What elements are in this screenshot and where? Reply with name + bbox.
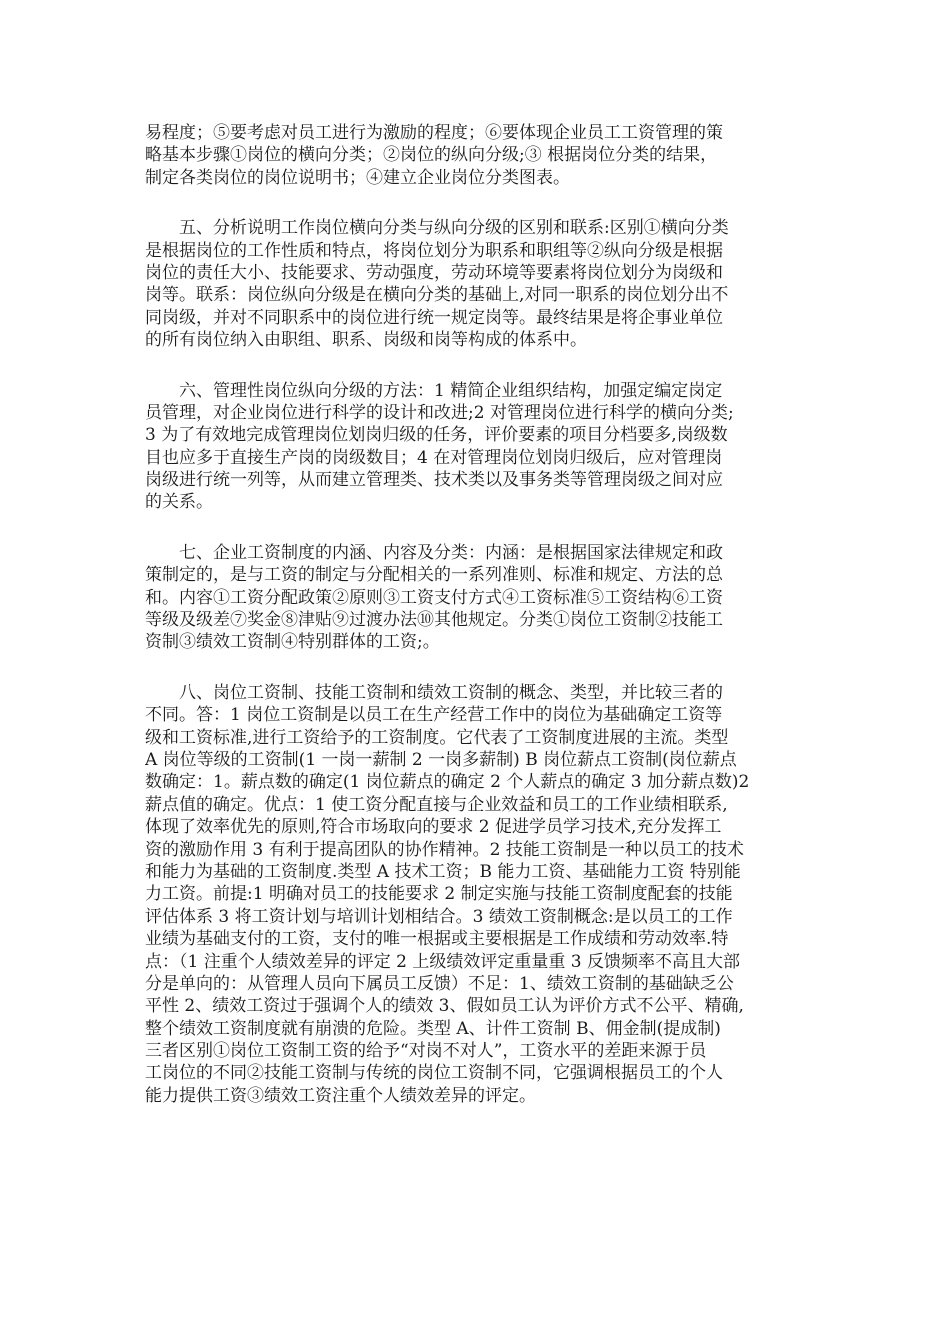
text-line: 策制定的，是与工资的制定与分配相关的一系列准则、标准和规定、方法的总: [145, 565, 723, 586]
text-line: 资的激励作用 3 有利于提高团队的协作精神。2 技能工资制是一种以员工的技术: [145, 839, 744, 860]
paragraph-section-8: [145, 682, 810, 1107]
text-line: 七、企业工资制度的内涵、内容及分类：内涵：是根据国家法律规定和政: [145, 542, 723, 563]
text-line: 3 为了有效地完成管理岗位划岗归级的任务，评价要素的项目分档要多,岗级数: [145, 425, 728, 446]
paragraph-continuation: [145, 122, 810, 189]
text-line: 体现了效率优先的原则,符合市场取向的要求 2 促进学员学习技术,充分发挥工: [145, 817, 722, 838]
text-line: 能力提供工资③绩效工资注重个人绩效差异的评定。: [145, 1085, 536, 1106]
text-line: 目也应多于直接生产岗的岗级数目；4 在对管理岗位划岗归级后，应对管理岗: [145, 447, 723, 468]
text-line: 等级及级差⑦奖金⑧津贴⑨过渡办法⑩其他规定。分类①岗位工资制②技能工: [145, 610, 723, 631]
text-line: 工岗位的不同②技能工资制与传统的岗位工资制不同，它强调根据员工的个人: [145, 1063, 723, 1084]
text-line: 不同。答：1 岗位工资制是以员工在生产经营工作中的岗位为基础确定工资等: [145, 705, 723, 726]
paragraph-section-6: [145, 380, 810, 514]
text-line: 平性 2、绩效工资过于强调个人的绩效 3、假如员工认为评价方式不公平、精确,: [145, 996, 744, 1017]
text-line: 五、分析说明工作岗位横向分类与纵向分级的区别和联系:区别①横向分类: [145, 218, 729, 239]
text-line: 业绩为基础支付的工资，支付的唯一根据或主要根据是工作成绩和劳动效率.特: [145, 929, 729, 950]
text-line: 制定各类岗位的岗位说明书；④建立企业岗位分类图表。: [145, 167, 570, 188]
text-line: 六、管理性岗位纵向分级的方法：1 精简企业组织结构，加强定编定岗定: [145, 380, 723, 401]
text-line: 员管理，对企业岗位进行科学的设计和改进;2 对管理岗位进行科学的横向分类;: [145, 402, 734, 423]
text-line: 点：（1 注重个人绩效差异的评定 2 上级绩效评定重量重 3 反馈频率不高且大部: [145, 951, 740, 972]
text-line: 岗级进行统一列等，从而建立管理类、技术类以及事务类等管理岗级之间对应: [145, 470, 723, 491]
text-line: 的所有岗位纳入由职组、职系、岗级和岗等构成的体系中。: [145, 330, 587, 351]
text-line: 略基本步骤①岗位的横向分类；②岗位的纵向分级;③ 根据岗位分类的结果，: [145, 145, 718, 166]
text-line: 分是单向的：从管理人员向下属员工反馈）不足：1、绩效工资制的基础缺乏公: [145, 973, 734, 994]
text-line: 八、岗位工资制、技能工资制和绩效工资制的概念、类型，并比较三者的: [145, 682, 723, 703]
text-line: 同岗级，并对不同职系中的岗位进行统一规定岗等。最终结果是将企事业单位: [145, 307, 723, 328]
text-line: 级和工资标准,进行工资给予的工资制度。它代表了工资制度进展的主流。类型: [145, 727, 729, 748]
text-line: 的关系。: [145, 492, 213, 513]
text-line: 数确定：1。薪点数的确定(1 岗位薪点的确定 2 个人薪点的确定 3 加分薪点数)2: [145, 772, 750, 793]
text-line: 资制③绩效工资制④特别群体的工资;。: [145, 632, 440, 653]
paragraph-section-7: [145, 542, 810, 654]
text-line: 整个绩效工资制度就有崩溃的危险。类型 A、计件工资制 B、佣金制(提成制): [145, 1018, 721, 1039]
document-body: [145, 122, 810, 1135]
text-line: 三者区别①岗位工资制工资的给予“对岗不对人”，工资水平的差距来源于员: [145, 1041, 707, 1062]
paragraph-section-5: [145, 217, 810, 351]
text-line: 岗等。联系：岗位纵向分级是在横向分类的基础上,对同一职系的岗位划分出不: [145, 285, 729, 306]
text-line: 和。内容①工资分配政策②原则③工资支付方式④工资标准⑤工资结构⑥工资: [145, 587, 723, 608]
text-line: 力工资。前提:1 明确对员工的技能要求 2 制定实施与技能工资制度配套的技能: [145, 884, 733, 905]
text-line: 评估体系 3 将工资计划与培训计划相结合。3 绩效工资制概念:是以员工的工作: [145, 906, 733, 927]
text-line: A 岗位等级的工资制(1 一岗一薪制 2 一岗多薪制) B 岗位薪点工资制(岗位薪点: [145, 749, 737, 770]
text-line: 是根据岗位的工作性质和特点，将岗位划分为职系和职组等②纵向分级是根据: [145, 240, 723, 261]
text-line: 和能力为基础的工资制度.类型 A 技术工资；B 能力工资、基础能力工资 特别能: [145, 861, 741, 882]
text-line: 易程度；⑤要考虑对员工进行为激励的程度；⑥要体现企业员工工资管理的策: [145, 123, 723, 143]
text-line: 薪点值的确定。优点：1 使工资分配直接与企业效益和员工的工作业绩相联系,: [145, 794, 728, 815]
text-line: 岗位的责任大小、技能要求、劳动强度，劳动环境等要素将岗位划分为岗级和: [145, 262, 723, 283]
